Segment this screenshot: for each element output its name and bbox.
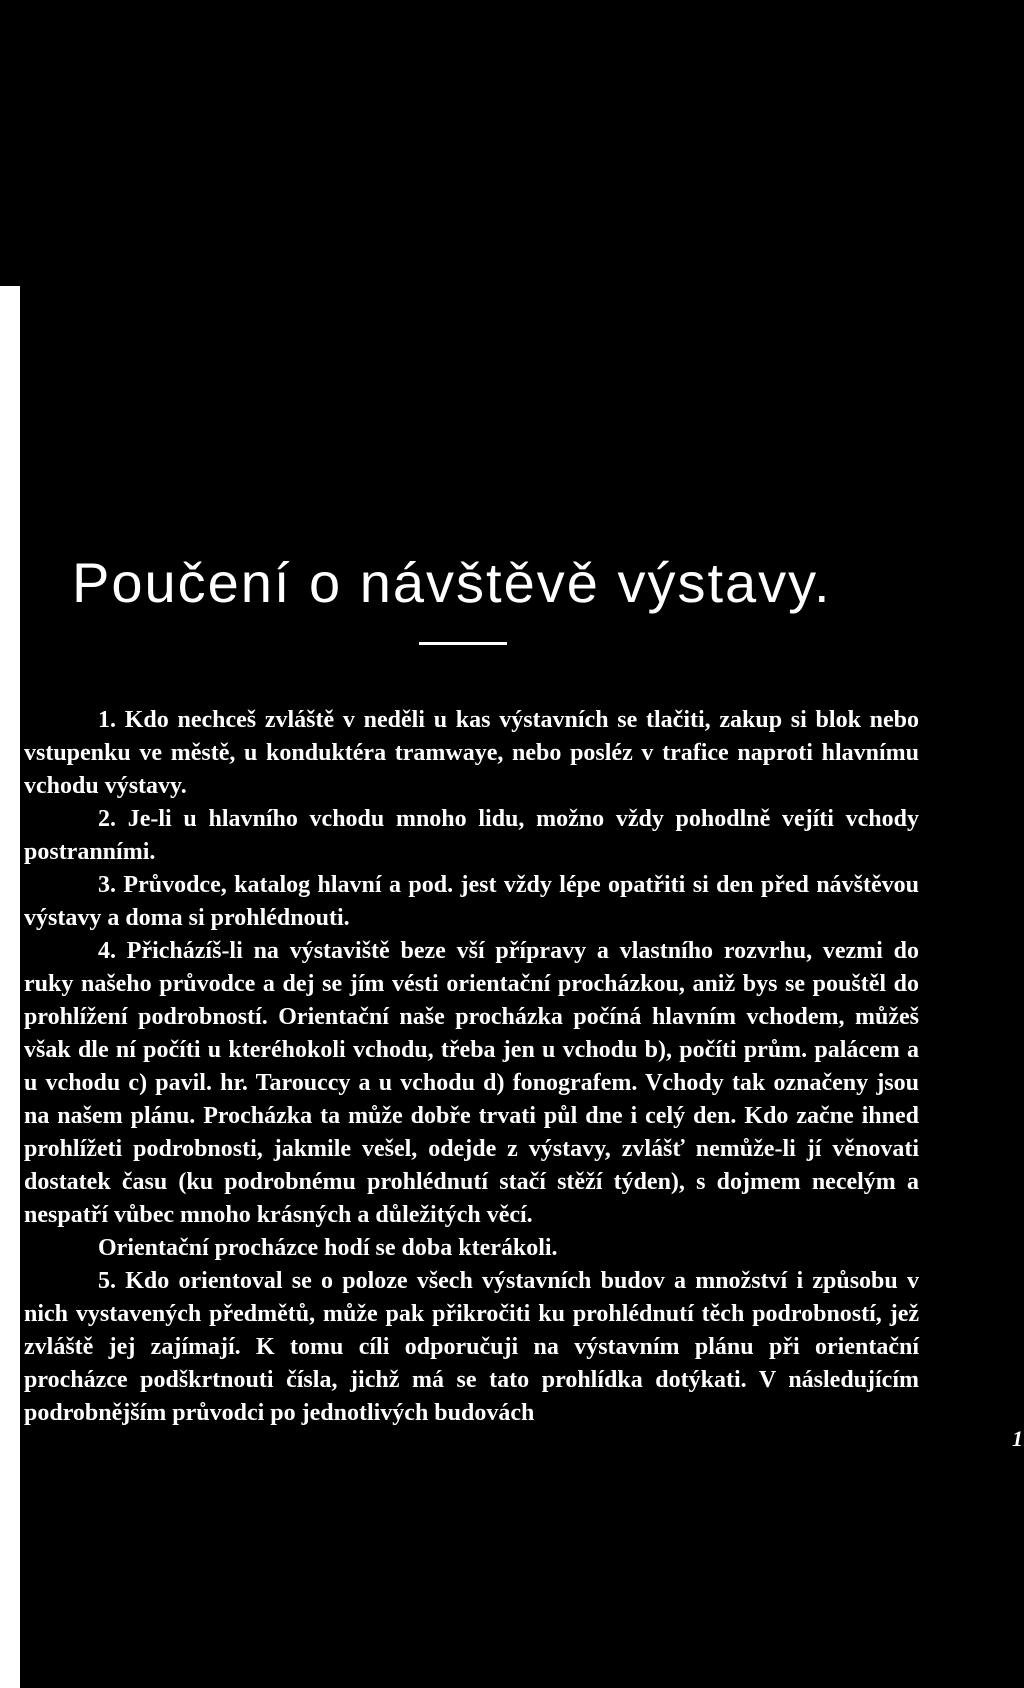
paragraph-1: 1. Kdo nechceš zvláště v neděli u kas výstavních se tlačiti, zakup si blok nebo vstupenku ve městě, u konduktéra tramwaye, nebo posléz v trafice naproti hlavnímu vchodu výstavy. [24, 707, 919, 799]
paragraph-2: 2. Je-li u hlavního vchodu mnoho lidu, možno vždy pohodlně vejíti vchody postranními. [24, 806, 919, 865]
title-divider [419, 642, 507, 645]
page-edge [0, 286, 20, 1688]
paragraph-3: 3. Průvodce, katalog hlavní a pod. jest vždy lépe opatřiti si den před návštěvou výstavy a doma si prohlédnouti. [24, 872, 919, 931]
paragraph-4-note: Orientační procházce hodí se doba kterákoli. [98, 1235, 558, 1261]
paragraph-5: 5. Kdo orientoval se o poloze všech výstavních budov a množství i způsobu v nich vystavených předmětů, může pak přikročiti ku prohlédnutí těch podrobností, jež zvláště jej zajímají. K tomu cíli odporučuji na výstavním plánu při orientační procházce podškrtnouti čísla, jichž má se tato prohlídka dotýkati. V následujícím podrobnějším průvodci po jednotlivých budovách [24, 1268, 919, 1426]
body-text [24, 704, 919, 1430]
page-title: Poučení o návštěvě výstavy. [72, 551, 832, 614]
paragraph-4: 4. Přicházíš-li na výstaviště beze vší přípravy a vlastního rozvrhu, vezmi do ruky našeho průvodce a dej se jím vésti orientační procházkou, aniž bys se pouštěl do prohlížení podrobností. Orientační naše procházka počíná hlavním vchodem, můžeš však dle ní počíti u kteréhokoli vchodu, třeba jen u vchodu b), počíti prům. palácem a u vchodu c) pavil. hr. Tarouccy a u vchodu d) fonografem. Vchody tak označeny jsou na našem plánu. Procházka ta může dobře trvati půl dne i celý den. Kdo začne ihned prohlížeti podrobnosti, jakmile vešel, odejde z výstavy, zvlášť nemůže-li jí věnovati dostatek času (ku podrobnému prohlédnutí stačí stěží týden), s dojmem necelým a nespatří vůbec mnoho krásných a důležitých věcí. [24, 938, 919, 1228]
margin-mark: 1 [1012, 1426, 1023, 1451]
